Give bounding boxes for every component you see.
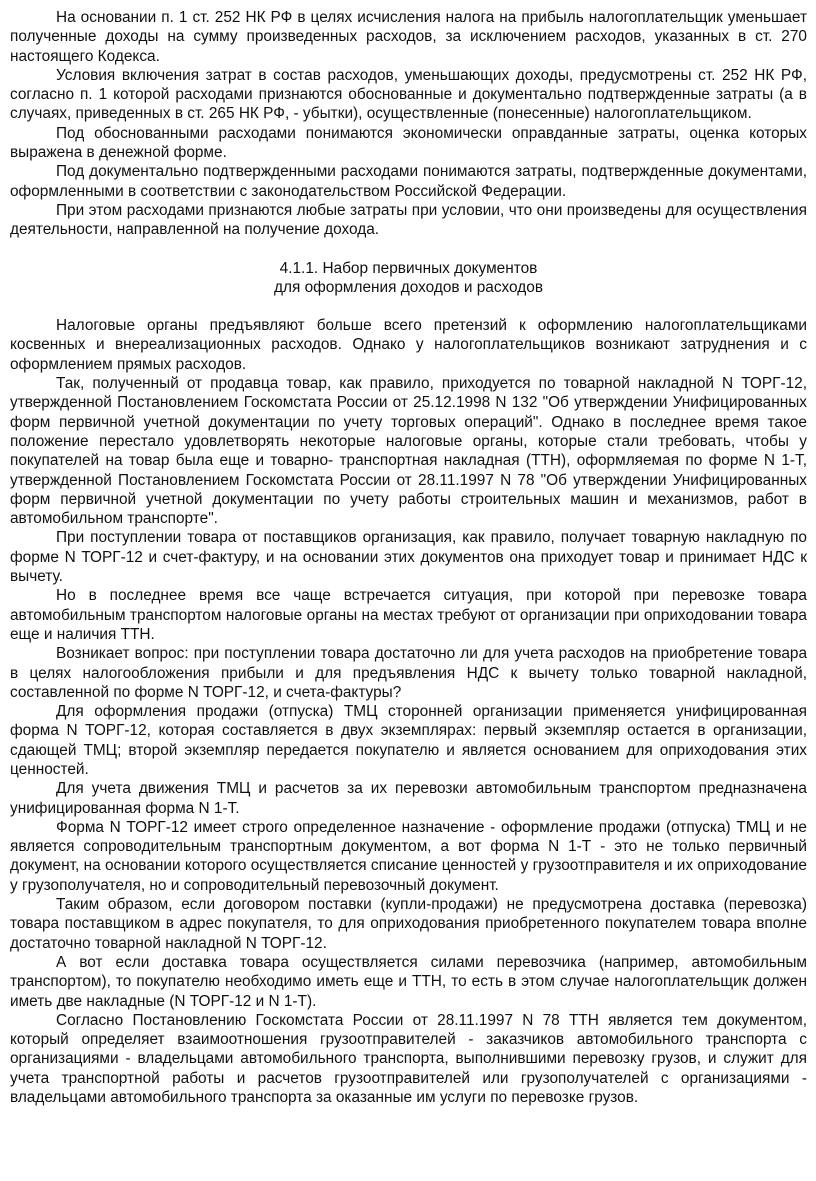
section-paragraph-4: Но в последнее время все чаще встречается ситуация, при которой при перевозке товара автомобильным транспортом налоговые органы на местах требуют от организации при оприходовании товара еще и наличия ТТН. bbox=[10, 587, 807, 643]
section-heading bbox=[10, 259, 807, 298]
section-paragraph-8: Форма N ТОРГ-12 имеет строго определенное назначение - оформление продажи (отпуска) ТМЦ и не является сопроводительным транспортным документом, а вот форма N 1-Т - это не только первичный документ, на основании которого осуществляется списание ценностей у грузоотправителя и их оприходование у грузополучателя, но и сопроводительный перевозочный документ. bbox=[10, 818, 807, 894]
intro-paragraph-1: На основании п. 1 ст. 252 НК РФ в целях исчисления налога на прибыль налогоплательщик уменьшает полученные доходы на сумму произведенных расходов, за исключением расходов, указанных в ст. 270 настоящего Кодекса. bbox=[10, 9, 807, 65]
section-heading-line-2: для оформления доходов и расходов bbox=[274, 278, 543, 296]
section-paragraph-11: Согласно Постановлению Госкомстата России от 28.11.1997 N 78 ТТН является тем документом, который определяет взаимоотношения грузоотправителей - заказчиков автомобильного транспорта с организациями - владельцами автомобильного транспорта, выполнившими перевозку грузов, и служит для учета транспортной работы и расчетов грузоотправителей или грузополучателей с организациями - владельцами автомобильного транспорта за оказанные им услуги по перевозке грузов. bbox=[10, 1011, 807, 1107]
section-paragraph-6: Для оформления продажи (отпуска) ТМЦ сторонней организации применяется унифицированная форма N ТОРГ-12, которая составляется в двух экземплярах: первый экземпляр остается в организации, сдающей ТМЦ; второй экземпляр передается покупателю и является основанием для оприходования этих ценностей. bbox=[10, 703, 807, 778]
section-heading-line-1: 4.1.1. Набор первичных документов bbox=[279, 259, 538, 277]
intro-paragraph-2: Условия включения затрат в состав расходов, уменьшающих доходы, предусмотрены ст. 252 НК РФ, согласно п. 1 которой расходами признаются обоснованные и документально подтвержденные затраты (а в случаях, приведенных в ст. 265 НК РФ, - убытки), осуществленные (понесенные) налогоплательщиком. bbox=[10, 66, 807, 123]
section-paragraph-7: Для учета движения ТМЦ и расчетов за их перевозки автомобильным транспортом предназначена унифицированная форма N 1-Т. bbox=[10, 780, 807, 817]
section-paragraph-10: А вот если доставка товара осуществляется силами перевозчика (например, автомобильным транспортом), то покупателю необходимо иметь еще и ТТН, то есть в этом случае налогоплательщик должен иметь две накладные (N ТОРГ-12 и N 1-Т). bbox=[10, 953, 807, 1010]
intro-paragraph-4: Под документально подтвержденными расходами понимаются затраты, подтвержденные документами, оформленными в соответствии с законодательством Российской Федерации. bbox=[10, 163, 807, 200]
intro-paragraph-3: Под обоснованными расходами понимаются экономически оправданные затраты, оценка которых выражена в денежной форме. bbox=[10, 124, 807, 162]
section-paragraph-1: Налоговые органы предъявляют больше всего претензий к оформлению налогоплательщиками косвенных и внереализационных расходов. Однако у налогоплательщиков возникают затруднения и с оформлением прямых расходов. bbox=[10, 317, 807, 373]
section-paragraph-9: Таким образом, если договором поставки (купли-продажи) не предусмотрена доставка (перевозка) товара поставщиком в адрес покупателя, то для оприходования приобретенного покупателем товара вполне достаточно товарной накладной N ТОРГ-12. bbox=[10, 896, 807, 952]
section-paragraph-5: Возникает вопрос: при поступлении товара достаточно ли для учета расходов на приобретение товара в целях налогообложения прибыли и для предъявления НДС к вычету только товарной накладной, составленной по форме N ТОРГ-12, и счета-фактуры? bbox=[10, 645, 807, 701]
section-paragraph-3: При поступлении товара от поставщиков организация, как правило, получает товарную накладную по форме N ТОРГ-12 и счет-фактуру, и на основании этих документов она приходует товар и принимает НДС к вычету. bbox=[10, 529, 807, 586]
section-paragraph-2: Так, полученный от продавца товар, как правило, приходуется по товарной накладной N ТОРГ-12, утвержденной Постановлением Госкомстата России от 25.12.1998 N 132 "Об утверждении Унифицированных форм первичной учетной документации по учету торговых операций". Однако в последнее время такое положение перестало удовлетворять некоторые налоговые органы, которые стали требовать, чтобы у покупателей на товар была еще и товарно- транспортная накладная (ТТН), оформляемая по форме N 1-Т, утвержденной Постановлением Госкомстата России от 28.11.1997 N 78 "Об утверждении Унифицированных форм первичной учетной документации по учету работы строительных машин и механизмов, работ в автомобильном транспорте". bbox=[10, 375, 807, 528]
intro-paragraph-5: При этом расходами признаются любые затраты при условии, что они произведены для осуществления деятельности, направленной на получение дохода. bbox=[10, 201, 807, 239]
